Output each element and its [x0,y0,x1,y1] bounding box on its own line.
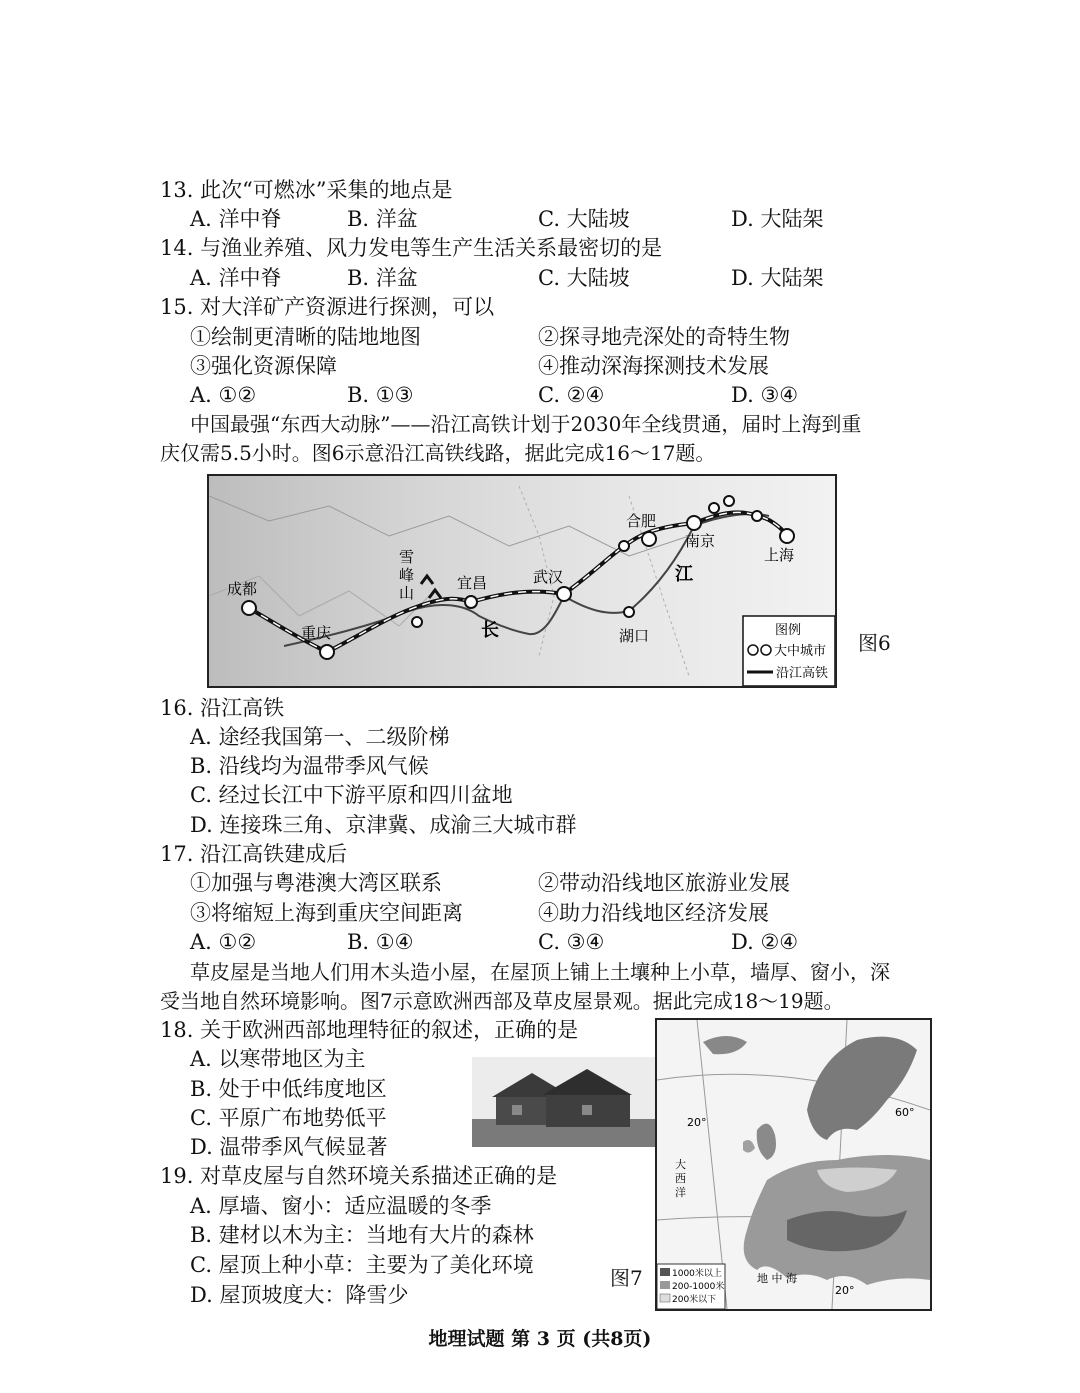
q16-option-c: C. 经过长江中下游平原和四川盆地 [190,783,513,807]
atlantic-label-char1: 大 [675,1158,686,1171]
legend-city-label: 大中城市 [774,644,827,659]
legend-low-label: 200米以下 [672,1295,717,1305]
legend-rail-label: 沿江高铁 [776,666,829,681]
q14-option-d: D. 大陆架 [731,266,824,290]
city-marker-nanjing [687,516,701,530]
city-marker-small [709,503,719,513]
q14-option-b: B. 洋盆 [347,266,418,290]
city-marker-small [619,541,629,551]
q15-statement-1: ①绘制更清晰的陆地地图 [190,325,421,349]
city-marker-chongqing [320,645,334,659]
q15-option-b: B. ①③ [347,383,414,407]
mountain-label-char3: 山 [399,584,415,602]
atlantic-label-char3: 洋 [675,1186,686,1199]
city-label-chengdu: 成都 [227,580,258,598]
figure6-svg [209,476,835,686]
mediterranean-label: 地 中 海 [757,1272,797,1285]
passage2-line1: 草皮屋是当地人们用木头造小屋，在屋顶上铺上土壤种上小草，墙厚、窗小，深 [190,960,890,984]
q15-statement-3: ③强化资源保障 [190,354,337,378]
lon20e-label: 20° [835,1284,855,1297]
city-label-yichang: 宜昌 [457,574,488,592]
figure6-rail-map [207,474,837,688]
city-marker-yichang [465,596,477,608]
q18-option-b: B. 处于中低纬度地区 [190,1077,387,1101]
q18-option-c: C. 平原广布地势低平 [190,1106,387,1130]
legend-title: 图例 [775,623,802,638]
q16-stem: 16. 沿江高铁 [160,696,285,720]
figure7-svg [657,1020,930,1309]
q17-option-d: D. ②④ [731,930,799,954]
q19-option-b: B. 建材以木为主：当地有大片的森林 [190,1223,534,1247]
q13-option-a: A. 洋中脊 [190,207,282,231]
figure6-label: 图6 [858,631,891,655]
city-marker-shanghai [780,529,794,543]
q17-stem: 17. 沿江高铁建成后 [160,842,348,866]
q16-option-d: D. 连接珠三角、京津冀、成渝三大城市群 [190,813,577,837]
city-label-nanjing: 南京 [685,532,716,550]
atlantic-label-char2: 西 [675,1172,686,1185]
q18-stem: 18. 关于欧洲西部地理特征的叙述，正确的是 [160,1018,579,1042]
q17-statement-2: ②带动沿线地区旅游业发展 [538,871,790,895]
sod-house-photo [472,1057,655,1147]
q16-option-b: B. 沿线均为温带季风气候 [190,754,429,778]
city-label-hefei: 合肥 [626,512,657,530]
legend-high-label: 1000米以上 [672,1269,722,1279]
q17-option-a: A. ①② [190,930,257,954]
figure7-label: 图7 [610,1266,643,1290]
q18-option-d: D. 温带季风气候显著 [190,1135,388,1159]
q15-statement-2: ②探寻地壳深处的奇特生物 [538,325,790,349]
q19-stem: 19. 对草皮屋与自然环境关系描述正确的是 [160,1164,558,1188]
lon20w-label: 20° [687,1116,707,1129]
legend-city-icon [761,645,771,655]
page-footer: 地理试题 第 3 页 (共8页) [428,1328,652,1350]
river-label-chang: 长 [481,620,499,641]
q14-option-a: A. 洋中脊 [190,266,282,290]
city-marker-hukou [624,607,634,617]
figure7-europe-map [655,1018,932,1311]
city-marker-small [724,496,734,506]
city-marker-small [412,617,422,627]
legend-swatch-low [660,1294,670,1302]
passage1-line1: 中国最强“东西大动脉”——沿江高铁计划于2030年全线贯通，届时上海到重 [190,412,862,436]
q17-statement-1: ①加强与粤港澳大湾区联系 [190,871,442,895]
q17-statement-3: ③将缩短上海到重庆空间距离 [190,901,463,925]
q19-option-a: A. 厚墙、窗小：适应温暖的冬季 [190,1194,492,1218]
city-marker-wuhan [557,587,571,601]
city-marker-chengdu [242,601,256,615]
q17-option-c: C. ③④ [538,930,605,954]
legend-city-icon [748,645,758,655]
q17-statement-4: ④助力沿线地区经济发展 [538,901,769,925]
q14-option-c: C. 大陆坡 [538,266,630,290]
sod-house-svg [472,1057,655,1147]
q19-option-d: D. 屋顶坡度大：降雪少 [190,1283,409,1307]
q16-option-a: A. 途经我国第一、二级阶梯 [190,725,450,749]
lat60-label: 60° [895,1106,915,1119]
legend-mid-label: 200-1000米 [672,1282,725,1292]
city-marker-hefei [642,532,656,546]
q15-stem: 15. 对大洋矿产资源进行探测，可以 [160,295,495,319]
q13-option-d: D. 大陆架 [731,207,824,231]
passage2-line2: 受当地自然环境影响。图7示意欧洲西部及草皮屋景观。据此完成18～19题。 [160,989,844,1013]
q15-statement-4: ④推动深海探测技术发展 [538,354,769,378]
q15-option-c: C. ②④ [538,383,605,407]
city-marker-small [752,511,762,521]
q18-option-a: A. 以寒带地区为主 [190,1047,366,1071]
q13-option-b: B. 洋盆 [347,207,418,231]
city-label-hukou: 湖口 [619,627,650,645]
q13-option-c: C. 大陆坡 [538,207,630,231]
q14-stem: 14. 与渔业养殖、风力发电等生产生活关系最密切的是 [160,236,663,260]
q19-option-c: C. 屋顶上种小草：主要为了美化环境 [190,1253,534,1277]
legend-swatch-high [660,1268,670,1276]
q13-stem: 13. 此次“可燃冰”采集的地点是 [160,178,453,202]
mountain-label-char1: 雪 [399,548,415,566]
legend-swatch-mid [660,1281,670,1289]
river-label-jiang: 江 [675,564,693,585]
passage1-line2: 庆仅需5.5小时。图6示意沿江高铁线路，据此完成16～17题。 [160,441,716,465]
q17-option-b: B. ①④ [347,930,414,954]
city-label-shanghai: 上海 [764,546,795,564]
city-label-wuhan: 武汉 [533,568,564,586]
mountain-label-char2: 峰 [399,566,415,584]
city-label-chongqing: 重庆 [301,624,332,642]
q15-option-d: D. ③④ [731,383,799,407]
q15-option-a: A. ①② [190,383,257,407]
